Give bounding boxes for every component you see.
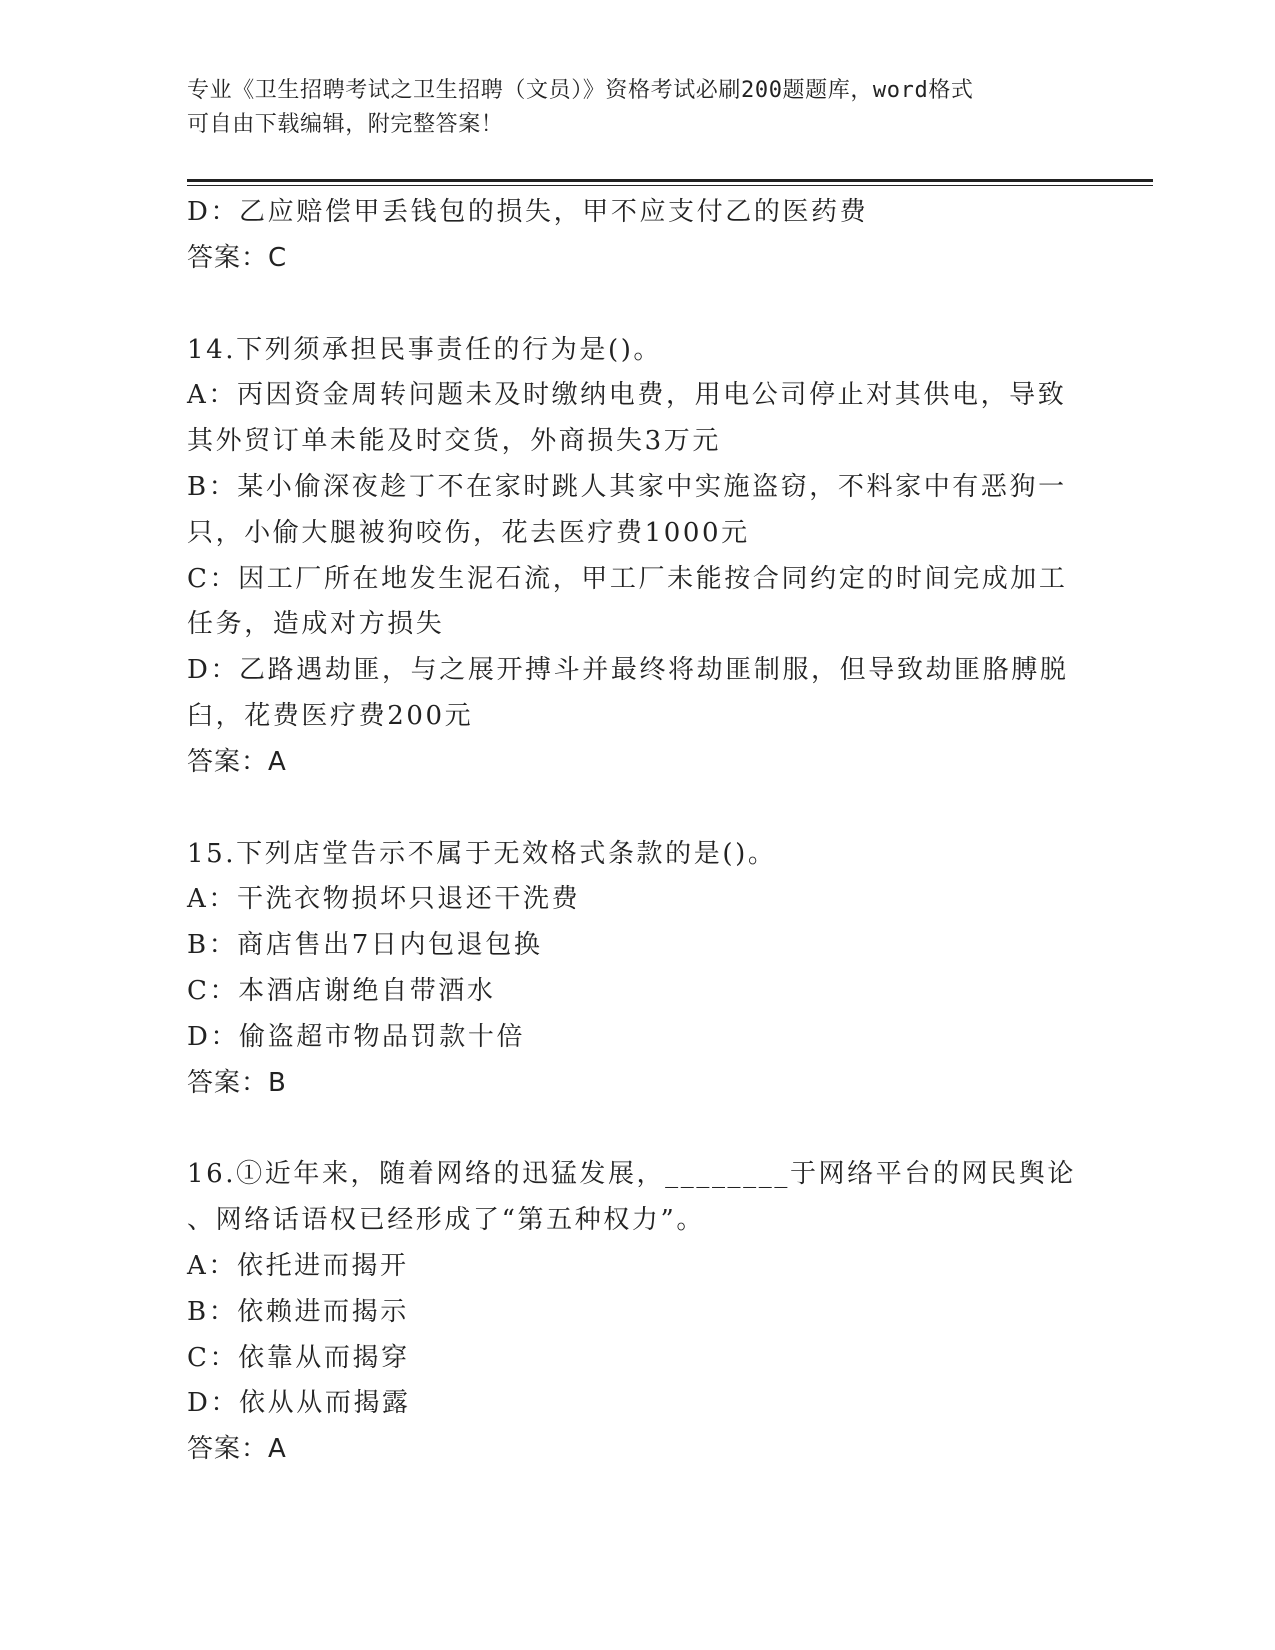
question-stem: 15.下列店堂告示不属于无效格式条款的是()。 [187, 838, 777, 869]
option-d-continued: 臼，花费医疗费200元 [187, 700, 474, 731]
option-c: C：依靠从而揭穿 [187, 1342, 410, 1373]
option-a-continued: 其外贸订单未能及时交货，外商损失3万元 [187, 426, 721, 457]
option-b-continued: 只，小偷大腿被狗咬伤，花去医疗费1000元 [187, 517, 750, 548]
question-stem-continued: 、网络话语权已经形成了“第五种权力”。 [187, 1205, 705, 1236]
spacer [187, 786, 1087, 832]
spacer [187, 1106, 1087, 1152]
question-stem: 16.①近年来，随着网络的迅猛发展，________于网络平台的网民舆论 [187, 1159, 1076, 1190]
option-a: A：丙因资金周转问题未及时缴纳电费，用电公司停止对其供电，导致 [187, 380, 1067, 411]
option-b: B：依赖进而揭示 [187, 1296, 409, 1327]
option-a: A：依托进而揭开 [187, 1250, 409, 1281]
option-d: D：依从从而揭露 [187, 1388, 411, 1419]
document-header [187, 74, 1067, 142]
answer-line: 答案：A [187, 1434, 287, 1465]
option-b: B：某小偷深夜趁丁不在家时跳人其家中实施盗窃，不料家中有恶狗一 [187, 471, 1067, 502]
header-divider-thin [187, 185, 1153, 186]
option-c: C：本酒店谢绝自带酒水 [187, 975, 496, 1006]
option-b: B：商店售出7日内包退包换 [187, 930, 543, 961]
question-13-tail [187, 190, 1087, 282]
answer-line: 答案：C [187, 242, 288, 273]
header-title-line: 专业《卫生招聘考试之卫生招聘（文员）》资格考试必刷200题题库，word格式 [187, 78, 974, 103]
answer-line: 答案：B [187, 1067, 287, 1098]
header-subtitle-line: 可自由下载编辑，附完整答案！ [187, 112, 504, 137]
question-15 [187, 832, 1087, 1107]
option-c: C：因工厂所在地发生泥石流，甲工厂未能按合同约定的时间完成加工 [187, 563, 1068, 594]
question-14 [187, 328, 1087, 786]
option-c-continued: 任务，造成对方损失 [187, 609, 445, 640]
question-list [187, 190, 1087, 1473]
spacer [187, 282, 1087, 328]
answer-line: 答案：A [187, 746, 287, 777]
option-a: A：干洗衣物损坏只退还干洗费 [187, 884, 581, 915]
option-d: D：乙应赔偿甲丢钱包的损失，甲不应支付乙的医药费 [187, 197, 869, 227]
option-d: D：乙路遇劫匪，与之展开搏斗并最终将劫匪制服，但导致劫匪胳膊脱 [187, 655, 1069, 686]
option-d: D：偷盗超市物品罚款十倍 [187, 1021, 526, 1052]
question-16 [187, 1152, 1087, 1473]
header-divider-thick [187, 179, 1153, 182]
question-stem: 14.下列须承担民事责任的行为是()。 [187, 334, 663, 365]
